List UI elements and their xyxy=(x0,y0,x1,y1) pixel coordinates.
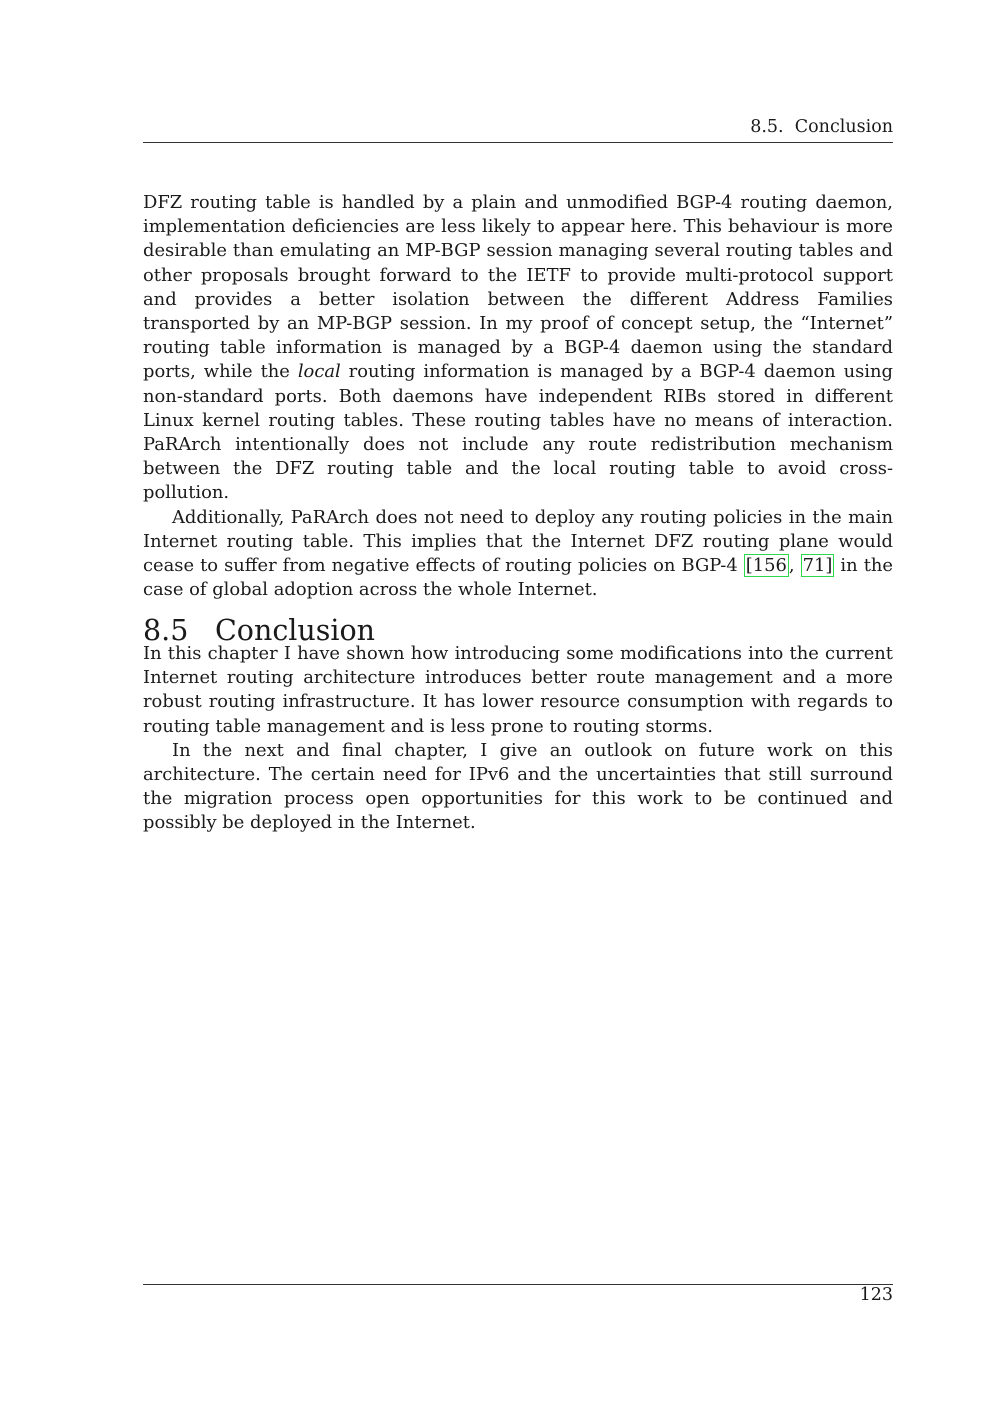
emphasis-local: local xyxy=(297,361,341,383)
paragraph: Additionally, PaRArch does not need to deploy any routing policies in the main Internet routing table. This implies that the Internet DFZ routing plane would cease to suffer from negative effects of routing policies on BGP-4 [156 , 71] in the case of global adoption across the whole Internet. xyxy=(143,506,893,601)
citation-link[interactable]: [156 xyxy=(745,555,787,577)
paragraph: DFZ routing table is handled by a plain and unmodified BGP-4 routing daemon, implementation deficiencies are less likely to appear here. This behaviour is more desirable than emulating an MP-BGP session managing several routing tables and other proposals brought forward to the IETF to provide multi-protocol support and provides a better isolation between the different Address Families transported by an MP-BGP session. In my proof of concept setup, the “Internet” routing table information is managed by a BGP-4 daemon using the standard ports, while the local routing information is managed by a BGP-4 daemon using non-standard ports. Both daemons have independent RIBs stored in different Linux kernel routing tables. These routing tables have no means of interaction. PaRArch intentionally does not include any route redistribution mechanism between the DFZ routing table and the local routing table to avoid cross-pollution. xyxy=(143,192,893,504)
section-number: 8.5 xyxy=(143,613,189,647)
citation-link[interactable]: 71] xyxy=(802,555,833,577)
header-section-ref: 8.5. xyxy=(750,117,784,137)
paragraph: In this chapter I have shown how introducing some modifications into the current Internet routing architecture introduces better route management and a more robust routing infrastructure. It has lower resource consumption with regards to routing table management and is less prone to routing storms. xyxy=(143,643,893,737)
body-text xyxy=(143,191,893,602)
paragraph: In the next and final chapter, I give an outlook on future work on this architecture. The certain need for IPv6 and the uncertainties that still surround the migration process open opportunities for this work to be continued and possibly be deployed in the Internet. xyxy=(143,739,893,834)
section-body-text xyxy=(143,642,893,836)
page-number: 123 xyxy=(859,1285,893,1305)
section-title: Conclusion xyxy=(215,613,376,647)
running-header xyxy=(143,116,893,138)
header-section-title: Conclusion xyxy=(794,117,893,137)
header-rule xyxy=(143,142,893,143)
